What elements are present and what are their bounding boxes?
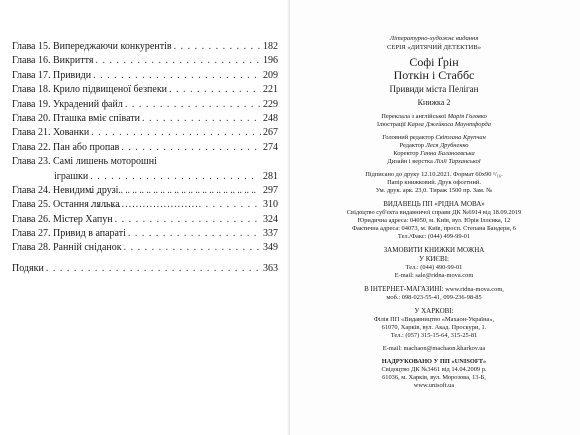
toc-page-number: 182	[263, 41, 278, 52]
toc-entry-label: Глава 27. Привид в апараті	[12, 228, 126, 240]
editor-label: Редактор	[399, 142, 424, 149]
toc-page-number: 281	[263, 170, 278, 182]
toc-page-number: 248	[263, 112, 278, 124]
toc-entry[interactable]	[12, 83, 278, 97]
toc-leader-dots	[122, 198, 261, 212]
publisher-line-4: Тел./Факс: (044) 499-99-01	[397, 233, 471, 240]
chief-editor-name: Світлана Крупчан	[435, 134, 486, 141]
book-subtitle: Привиди міста Пеліган	[389, 84, 479, 94]
publisher-line-1: Свідоцтво суб'єкта видавничої справи ДК №6914 від 18.09.2019	[346, 209, 522, 216]
publisher-line-3: Фактична адреса: 04073, м. Київ, просп. Степана Бандери, 6	[351, 225, 517, 232]
series-line: СЕРІЯ «ДИТЯЧИЙ ДЕТЕКТИВ»	[387, 44, 481, 51]
editor-name: Леся Друбненко	[425, 142, 469, 149]
print-details	[300, 171, 568, 195]
toc-page-number: 324	[263, 213, 278, 225]
toc-entry[interactable]	[12, 262, 278, 276]
printer-name: НАДРУКОВАНО У ПП «UNISOFT»	[381, 358, 487, 365]
credits-editorial	[300, 134, 568, 166]
illustrator-name: Карла Джейкоса Маунтфорда	[407, 121, 491, 128]
imprint-block	[300, 34, 568, 391]
toc-leader-dots	[46, 262, 261, 276]
print-line-2: Папір книжковий. Друк офсетний.	[387, 179, 481, 186]
internet-phones: моб.: 098-023-55-41, 099-236-98-85	[386, 294, 482, 301]
toc-entry-label: Глава 28. Ранній сніданок	[12, 242, 122, 254]
toc-leader-dots	[95, 54, 261, 68]
order-phone: Тел.: (044) 490-99-01	[405, 264, 463, 271]
toc-page-number: 267	[263, 127, 278, 139]
toc-entry[interactable]	[12, 184, 278, 198]
kharkiv-email: E-mail: machaon@machaon.kharkov.ua	[382, 345, 486, 352]
toc-entry-label: Глава 25. Остання лялька	[12, 199, 120, 211]
order-details	[300, 246, 568, 280]
toc-page-number: 221	[263, 84, 278, 96]
corrector-label: Коректор	[393, 150, 419, 157]
toc-entry[interactable]	[12, 227, 278, 241]
toc-entry[interactable]	[12, 112, 278, 126]
toc-entry[interactable]	[12, 54, 278, 68]
toc-entry-label-continued: іграшки	[54, 170, 89, 182]
toc-page-number: 310	[263, 199, 278, 211]
toc-entry-label: Подяки	[12, 262, 44, 274]
toc-entry-label: Глава 19. Украдений файл	[12, 98, 123, 110]
corrector-name: Ганна Баланоевська	[420, 150, 475, 157]
toc-entry-label: Глава 20. Пташка вміє співати	[12, 112, 140, 124]
internet-url: www.ridna-mova.com,	[445, 286, 504, 293]
toc-page-number: 349	[263, 242, 278, 254]
genre-line: Літературно-художнє видання	[389, 35, 479, 42]
order-city: У КИЄВІ:	[419, 255, 449, 263]
toc-page-number: 274	[263, 141, 278, 153]
kharkiv-heading: У ХАРКОВІ:	[414, 307, 454, 315]
toc-entry[interactable]	[12, 98, 278, 112]
toc-entry-label: Глава 23. Самі лишень моторошні	[12, 156, 157, 168]
toc-entry[interactable]	[12, 126, 278, 140]
credits-translation	[300, 113, 568, 129]
design-label: Дизайн і верстка	[387, 158, 433, 165]
toc-leader-dots	[125, 98, 261, 112]
translator-name: Марія Головко	[447, 113, 487, 120]
internet-label: В ІНТЕРНЕТ-МАГАЗИНІ:	[364, 285, 444, 293]
toc-leader-dots	[120, 184, 261, 198]
kharkiv-email-block	[300, 345, 568, 353]
toc-entry[interactable]	[12, 198, 278, 212]
toc-page-number: 209	[263, 69, 278, 81]
author-name: Софі Ґрін	[409, 55, 459, 69]
internet-store	[300, 285, 568, 302]
print-line-1: Підписано до друку 12.10.2021. Формат 60х90 ¹/₁₆.	[365, 171, 503, 178]
toc-leader-dots	[115, 213, 261, 227]
kharkiv-phone: Тел.: (057) 315-15-64, 315-25-81	[390, 332, 478, 339]
book-number: Книжка 2	[417, 98, 451, 107]
publisher-line-2: Юридична адреса: 04050, м. Київ, вул. Юрія Іллєнка, 12	[357, 217, 511, 224]
table-of-contents	[12, 40, 278, 276]
book-title: Поткін і Стаббс	[393, 68, 475, 82]
publisher-details	[300, 200, 568, 241]
toc-entry-label: Глава 18. Крило підвищеної безпеки	[12, 84, 168, 96]
kharkiv-line-1: Філія ПП «Видавництво «Махаон-Україна»,	[373, 316, 495, 323]
kharkiv-details	[300, 307, 568, 340]
illustrations-label: Ілюстрації	[377, 121, 406, 128]
kharkiv-line-2: 61070, Харків, вул. Акад. Проскури, 1.	[381, 324, 487, 331]
toc-leader-dots	[91, 126, 261, 140]
toc-leader-dots	[142, 112, 261, 126]
toc-entry-label: Глава 26. Містер Хапун	[12, 213, 113, 225]
toc-leader-dots	[93, 69, 261, 83]
toc-entry-label: Глава 16. Викриття	[12, 55, 94, 67]
chief-editor-label: Головний редактор	[382, 134, 434, 141]
toc-leader-dots	[128, 227, 261, 241]
toc-page-number: 229	[263, 98, 278, 110]
toc-entry-label: Глава 22. Пан або пропав	[12, 141, 120, 153]
toc-leader-dots	[124, 241, 261, 255]
printer-line-2: Свідоцтво ДК №3461 від 14.04.2009 р.	[381, 366, 487, 373]
designer-name: Лілії Тарханської	[434, 158, 481, 165]
toc-entry-label: Глава 21. Хованки	[12, 127, 90, 139]
toc-page-number: 196	[263, 55, 278, 67]
translator-label: Переклала з англійської	[381, 113, 447, 120]
publisher-name: ВИДАВЕЦЬ ПП «РІДНА МОВА»	[383, 200, 485, 208]
printer-details	[300, 358, 568, 391]
toc-leader-dots	[169, 83, 261, 97]
toc-page-number: 337	[263, 228, 278, 240]
toc-leader-dots	[174, 40, 261, 54]
printer-line-3: 61036, м. Харків, вул. Морозова, 13-Б,	[382, 374, 486, 382]
toc-entry-label: Глава 24. Невидимі друзі	[12, 184, 119, 196]
toc-entry[interactable]	[12, 69, 278, 83]
toc-entry[interactable]	[12, 155, 278, 184]
toc-page-number: 297	[263, 184, 278, 196]
toc-entry-label: Глава 15. Випереджаючи конкурентів	[12, 41, 172, 52]
toc-entry[interactable]	[12, 213, 278, 227]
toc-page-number: 363	[263, 262, 278, 274]
toc-entry[interactable]	[12, 141, 278, 155]
toc-entry-label: Глава 17. Привиди	[12, 69, 92, 81]
toc-entry[interactable]	[12, 241, 278, 255]
order-email: E-mail: sale@ridna-mova.com	[394, 272, 474, 279]
print-line-3: Ум. друк. арк. 23,0. Тираж 1500 пр. Зам. №	[375, 187, 493, 194]
toc-entry[interactable]	[12, 40, 278, 54]
order-heading: ЗАМОВИТИ КНИЖКИ МОЖНА	[383, 246, 485, 254]
toc-leader-dots	[121, 141, 261, 155]
printer-line-4: www.unisoft.ua	[413, 382, 455, 390]
